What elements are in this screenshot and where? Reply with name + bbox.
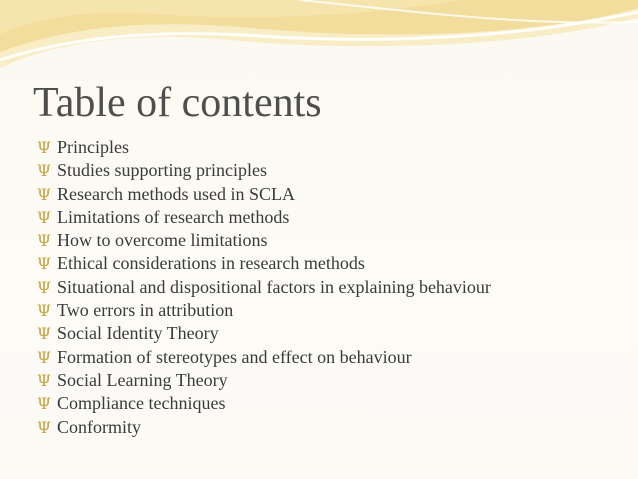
list-item-label: Research methods used in SCLA: [57, 183, 295, 204]
list-item: [37, 229, 491, 252]
slide-title: Table of contents: [33, 80, 322, 126]
list-item-label: Principles: [57, 137, 129, 157]
table-of-contents-list: [37, 136, 491, 439]
list-item: [37, 252, 491, 275]
list-item: [37, 276, 491, 299]
psi-bullet-icon: Ψ: [37, 254, 52, 274]
list-item: [37, 392, 491, 415]
psi-bullet-icon: Ψ: [37, 184, 52, 204]
list-item: [37, 322, 491, 345]
list-item: [37, 159, 491, 182]
psi-bullet-icon: Ψ: [37, 231, 52, 251]
list-item-label: Social Learning Theory: [57, 369, 228, 390]
list-item-label: How to overcome limitations: [57, 230, 268, 251]
list-item: [37, 206, 491, 229]
psi-bullet-icon: Ψ: [37, 277, 52, 297]
list-item: [37, 299, 491, 322]
list-item-label: Limitations of research methods: [57, 206, 290, 227]
header-wave-decoration: [0, 0, 638, 80]
list-item: [37, 183, 491, 206]
psi-bullet-icon: Ψ: [37, 138, 52, 157]
psi-bullet-icon: Ψ: [37, 347, 52, 367]
psi-bullet-icon: Ψ: [37, 161, 52, 181]
list-item-label: Conformity: [57, 416, 141, 437]
list-item: [37, 416, 491, 439]
list-item-label: Ethical considerations in research methods: [57, 253, 365, 274]
psi-bullet-icon: Ψ: [37, 207, 52, 227]
list-item-label: Social Identity Theory: [57, 323, 219, 344]
list-item: [37, 369, 491, 392]
psi-bullet-icon: Ψ: [37, 324, 52, 344]
list-item: [37, 346, 491, 369]
psi-bullet-icon: Ψ: [37, 301, 52, 321]
list-item: [37, 136, 491, 159]
psi-bullet-icon: Ψ: [37, 417, 52, 437]
list-item-label: Formation of stereotypes and effect on behaviour: [57, 346, 412, 367]
list-item-label: Compliance techniques: [57, 393, 226, 414]
list-item-label: Studies supporting principles: [57, 160, 267, 181]
psi-bullet-icon: Ψ: [37, 394, 52, 414]
list-item-label: Situational and dispositional factors in explaining behaviour: [57, 276, 491, 297]
psi-bullet-icon: Ψ: [37, 370, 52, 390]
list-item-label: Two errors in attribution: [57, 300, 234, 321]
